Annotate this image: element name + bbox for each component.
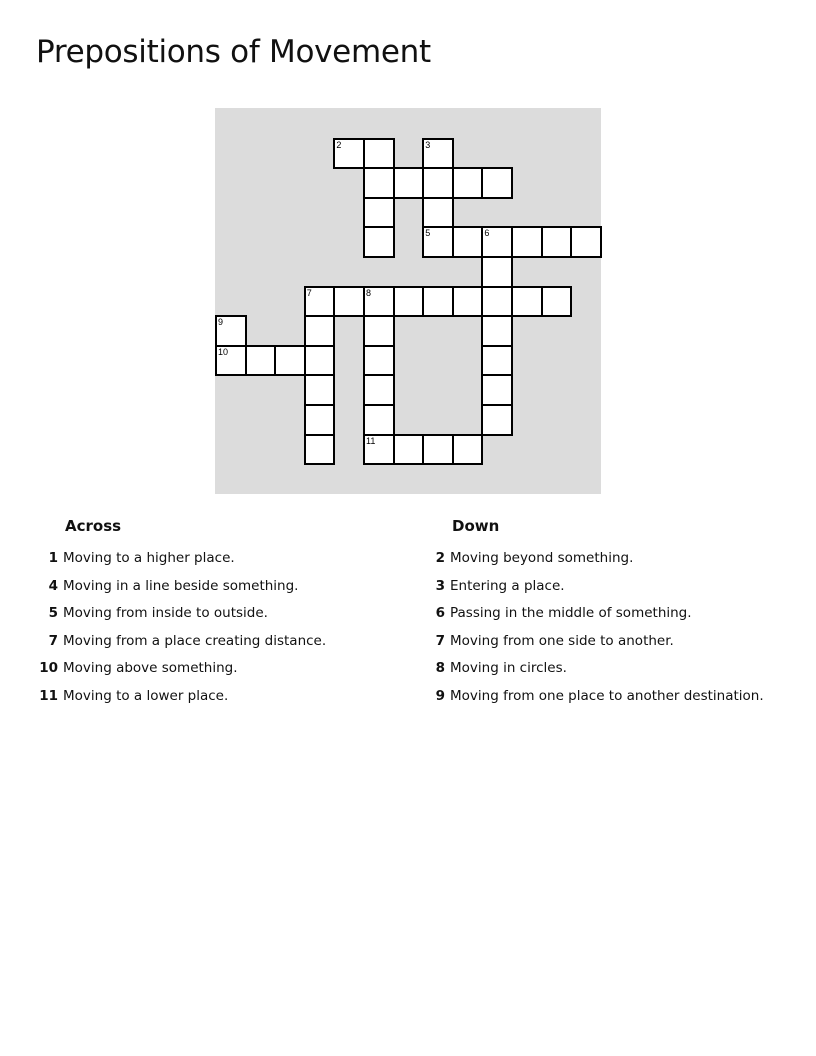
crossword-cell[interactable]: [304, 434, 336, 466]
crossword-cell[interactable]: [393, 167, 425, 199]
clue-text: Moving to a lower place.: [63, 687, 229, 704]
crossword-cell[interactable]: [363, 138, 395, 170]
crossword-cell[interactable]: [422, 286, 454, 318]
crossword-cell[interactable]: [215, 315, 247, 347]
cell-number: 2: [336, 139, 342, 150]
crossword-cell[interactable]: [304, 404, 336, 436]
down-clue-list: [421, 548, 801, 714]
crossword-cell[interactable]: [481, 404, 513, 436]
crossword-cell[interactable]: [245, 345, 277, 377]
crossword-cell[interactable]: [452, 286, 484, 318]
crossword-cell[interactable]: [481, 167, 513, 199]
crossword-cell[interactable]: [481, 345, 513, 377]
crossword-cell[interactable]: [452, 167, 484, 199]
cell-number: 8: [366, 287, 372, 298]
crossword-cell[interactable]: [452, 226, 484, 258]
down-heading: Down: [452, 517, 500, 535]
crossword-cell[interactable]: [481, 256, 513, 288]
clue-text: Moving to a higher place.: [63, 550, 235, 566]
cell-number: 9: [218, 317, 224, 328]
clue-item: [34, 576, 394, 604]
crossword-cell[interactable]: [422, 138, 454, 170]
clue-number: 4: [48, 577, 58, 594]
crossword-cell[interactable]: [511, 226, 543, 258]
across-clue-list: [34, 548, 394, 714]
crossword-cell[interactable]: [541, 286, 573, 318]
crossword-cell[interactable]: [393, 286, 425, 318]
clue-number: 5: [48, 605, 58, 622]
crossword-cell[interactable]: [393, 434, 425, 466]
clue-number: 10: [39, 660, 58, 677]
clue-item: [34, 548, 394, 576]
crossword-cell[interactable]: [363, 345, 395, 377]
crossword-grid: [215, 108, 601, 494]
clue-number: 7: [435, 632, 445, 649]
clue-item: [421, 686, 801, 714]
crossword-cell[interactable]: [422, 226, 454, 258]
clue-item: [34, 686, 394, 714]
clue-item: [421, 631, 801, 659]
crossword-cell[interactable]: [541, 226, 573, 258]
clue-text: Moving beyond something.: [450, 550, 634, 566]
clue-number: 8: [435, 660, 445, 677]
crossword-cell[interactable]: [304, 315, 336, 347]
crossword-cell[interactable]: [304, 374, 336, 406]
clue-number: 11: [39, 687, 58, 704]
crossword-cell[interactable]: [481, 315, 513, 347]
clue-item: [34, 658, 394, 686]
cell-number: 5: [425, 228, 431, 239]
crossword-cell[interactable]: [452, 434, 484, 466]
crossword-cell[interactable]: [304, 286, 336, 318]
clue-number: 9: [435, 687, 445, 704]
clue-number: 6: [435, 605, 445, 622]
clue-item: [34, 603, 394, 631]
crossword-cell[interactable]: [363, 374, 395, 406]
clue-item: [421, 658, 801, 686]
clue-item: [34, 631, 394, 659]
crossword-cell[interactable]: [363, 286, 395, 318]
clue-text: Moving from one side to another.: [450, 632, 674, 649]
crossword-cell[interactable]: [363, 404, 395, 436]
clue-text: Moving from a place creating distance.: [63, 632, 327, 649]
clue-text: Moving from inside to outside.: [63, 605, 268, 622]
cell-number: 11: [366, 435, 376, 446]
cell-number: 7: [306, 287, 312, 298]
crossword-cell[interactable]: [363, 434, 395, 466]
clue-item: [421, 548, 801, 576]
page-title: Prepositions of Movement: [36, 34, 431, 70]
crossword-cell[interactable]: [274, 345, 306, 377]
clue-text: Moving above something.: [63, 660, 238, 677]
clue-text: Entering a place.: [450, 577, 565, 594]
cell-number: 3: [425, 139, 431, 150]
crossword-cell[interactable]: [422, 167, 454, 199]
clue-number: 7: [48, 632, 58, 649]
crossword-cell[interactable]: [481, 374, 513, 406]
clue-item: [421, 603, 801, 631]
clue-text: Moving from one place to another destination.: [450, 687, 764, 704]
crossword-cell[interactable]: [363, 226, 395, 258]
clue-text: Moving in a line beside something.: [63, 577, 299, 594]
crossword-cell[interactable]: [215, 345, 247, 377]
clue-number: 3: [435, 577, 445, 594]
crossword-cell[interactable]: [481, 226, 513, 258]
crossword-cell[interactable]: [481, 286, 513, 318]
crossword-cell[interactable]: [422, 434, 454, 466]
crossword-cell[interactable]: [570, 226, 602, 258]
crossword-cell[interactable]: [363, 167, 395, 199]
clue-number: 1: [48, 550, 58, 566]
crossword-cell[interactable]: [511, 286, 543, 318]
crossword-cell[interactable]: [333, 138, 365, 170]
cell-number: 6: [484, 228, 490, 239]
clue-number: 2: [435, 550, 445, 566]
clue-text: Passing in the middle of something.: [450, 605, 692, 622]
crossword-cell[interactable]: [422, 197, 454, 229]
clue-text: Moving in circles.: [450, 660, 567, 677]
crossword-cell[interactable]: [363, 315, 395, 347]
across-heading: Across: [65, 517, 122, 535]
crossword-cell[interactable]: [363, 197, 395, 229]
clue-item: [421, 576, 801, 604]
cell-number: 10: [218, 346, 229, 357]
crossword-cell[interactable]: [333, 286, 365, 318]
crossword-cell[interactable]: [304, 345, 336, 377]
